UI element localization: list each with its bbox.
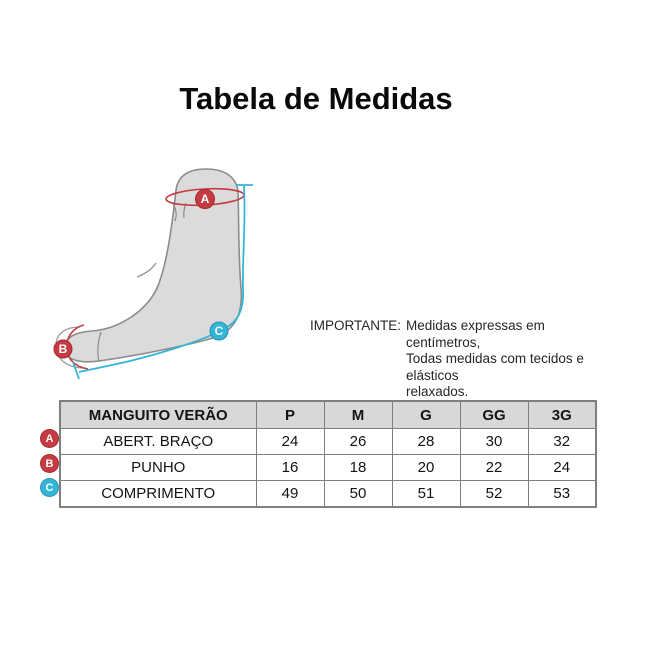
- col-header-size-g: G: [392, 401, 460, 429]
- important-note: [310, 318, 620, 401]
- measurement-cell: 24: [528, 455, 596, 481]
- marker-b-badge: [54, 340, 72, 358]
- note-text: [406, 318, 620, 401]
- measurement-cell: 32: [528, 429, 596, 455]
- col-header-size-p: P: [256, 401, 324, 429]
- measurement-cell: 24: [256, 429, 324, 455]
- measurement-cell: 30: [460, 429, 528, 455]
- marker-a-badge: [196, 190, 215, 209]
- page-title: Tabela de Medidas: [179, 80, 453, 116]
- measurement-cell: 26: [324, 429, 392, 455]
- marker-b-letter: B: [58, 342, 68, 356]
- table-row-cuff: [60, 455, 596, 481]
- marker-c-letter: C: [214, 324, 224, 338]
- table-row-length: [60, 481, 596, 508]
- elbow-crease: [137, 263, 156, 277]
- measurement-cell: 50: [324, 481, 392, 508]
- col-header-product: MANGUITO VERÃO: [60, 401, 256, 429]
- measurement-cell: 28: [392, 429, 460, 455]
- row-marker-c: C: [40, 478, 59, 497]
- row-label: PUNHO: [60, 455, 256, 481]
- col-header-size-3g: 3G: [528, 401, 596, 429]
- row-label: ABERT. BRAÇO: [60, 429, 256, 455]
- measurement-cell: 49: [256, 481, 324, 508]
- col-header-size-gg: GG: [460, 401, 528, 429]
- note-line-3: relaxados.: [406, 384, 469, 399]
- row-marker-b: B: [40, 454, 59, 473]
- size-table: [59, 400, 597, 508]
- measurement-cell: 52: [460, 481, 528, 508]
- row-marker-a: A: [40, 429, 59, 448]
- measurement-cell: 53: [528, 481, 596, 508]
- measurement-cell: 16: [256, 455, 324, 481]
- marker-a-letter: A: [200, 192, 210, 206]
- marker-c-badge: [210, 322, 228, 340]
- note-line-1: Medidas expressas em centímetros,: [406, 318, 545, 350]
- note-line-2: Todas medidas com tecidos e elásticos: [406, 351, 584, 383]
- measurement-cell: 20: [392, 455, 460, 481]
- measurement-cell: 18: [324, 455, 392, 481]
- col-header-size-m: M: [324, 401, 392, 429]
- row-label: COMPRIMENTO: [60, 481, 256, 508]
- note-label: IMPORTANTE:: [310, 318, 402, 333]
- measurement-cell: 22: [460, 455, 528, 481]
- table-header-row: [60, 401, 596, 429]
- table-row-arm-opening: [60, 429, 596, 455]
- measurement-cell: 51: [392, 481, 460, 508]
